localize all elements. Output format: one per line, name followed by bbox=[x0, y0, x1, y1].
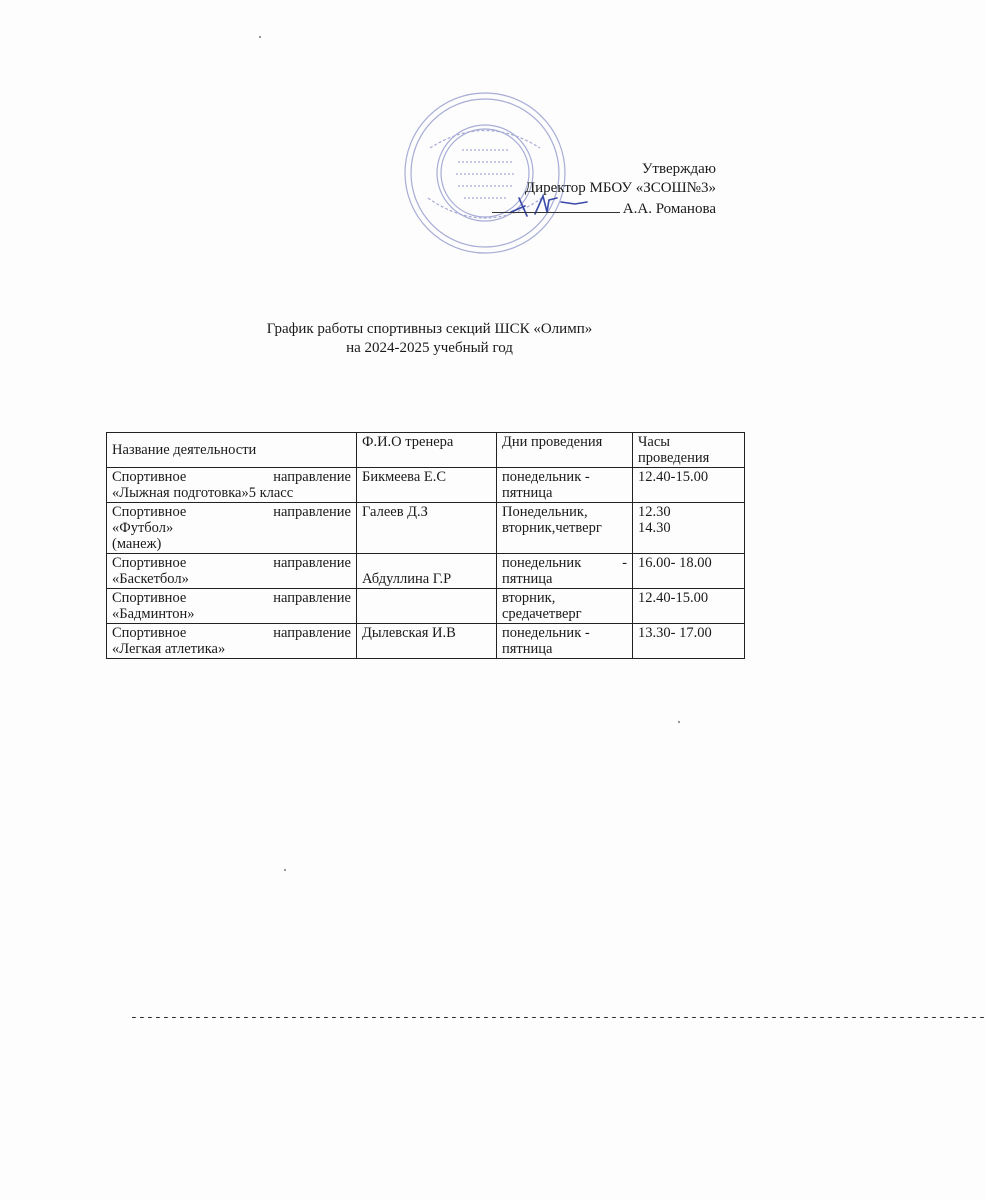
header-days bbox=[497, 433, 633, 468]
row-days-cell bbox=[497, 589, 633, 624]
row-name-line: Спортивное направление bbox=[112, 590, 351, 606]
row-coach-text: Дылевская И.В bbox=[362, 625, 456, 641]
title-line-2: на 2024-2025 учебный год bbox=[346, 340, 513, 356]
header-hours bbox=[633, 433, 745, 468]
row-days-line: понедельник - bbox=[502, 469, 590, 485]
row-days-cell bbox=[497, 554, 633, 589]
table-row bbox=[107, 624, 745, 659]
header-name-text: Название деятельности bbox=[112, 442, 257, 458]
row-coach-cell bbox=[357, 589, 497, 624]
row-coach-cell bbox=[357, 503, 497, 554]
row-days-cell bbox=[497, 624, 633, 659]
table-row bbox=[107, 503, 745, 554]
row-days-line: пятница bbox=[502, 571, 553, 587]
row-hours-line: 13.30- 17.00 bbox=[638, 625, 712, 641]
row-days-line: понедельник - bbox=[502, 555, 627, 571]
table-row bbox=[107, 554, 745, 589]
row-name-cell bbox=[107, 503, 357, 554]
row-name-line: «Легкая атлетика» bbox=[112, 641, 226, 657]
scan-speck bbox=[259, 36, 261, 38]
row-coach-text: Галеев Д.З bbox=[362, 504, 428, 520]
row-name-line: «Бадминтон» bbox=[112, 606, 195, 622]
scan-speck bbox=[284, 869, 286, 871]
row-hours-line: 12.40-15.00 bbox=[638, 469, 709, 485]
row-name-line: Спортивное направление bbox=[112, 625, 351, 641]
row-hours-cell bbox=[633, 503, 745, 554]
table-header-row bbox=[107, 433, 745, 468]
schedule-table bbox=[106, 432, 745, 659]
row-days-line: Понедельник, bbox=[502, 504, 588, 520]
row-name-line: (манеж) bbox=[112, 536, 162, 552]
header-coach-text: Ф.И.О тренера bbox=[362, 434, 454, 450]
table-row bbox=[107, 589, 745, 624]
row-days-line: пятница bbox=[502, 641, 553, 657]
row-name-cell bbox=[107, 589, 357, 624]
row-days-line: понедельник - bbox=[502, 625, 590, 641]
approval-position: Директор МБОУ «ЗСОШ№3» bbox=[524, 180, 716, 196]
approval-signature-line bbox=[492, 198, 716, 219]
row-days-line: пятница bbox=[502, 485, 553, 501]
row-coach-text: Абдуллина Г.Р bbox=[362, 571, 452, 587]
row-name-cell bbox=[107, 624, 357, 659]
header-hours-text: Часы проведения bbox=[638, 434, 710, 466]
row-days-cell bbox=[497, 468, 633, 503]
scan-speck bbox=[678, 721, 680, 723]
row-coach-cell bbox=[357, 624, 497, 659]
header-name bbox=[107, 433, 357, 468]
row-hours-line: 16.00- 18.00 bbox=[638, 555, 712, 571]
row-coach-cell bbox=[357, 554, 497, 589]
row-name-cell bbox=[107, 468, 357, 503]
title-line-1: График работы спортивныз секций ШСК «Олимп» bbox=[266, 321, 593, 337]
row-name-line: Спортивное направление bbox=[112, 555, 351, 571]
table-row bbox=[107, 468, 745, 503]
row-name-line: Спортивное направление bbox=[112, 469, 351, 485]
row-name-line: «Баскетбол» bbox=[112, 571, 189, 587]
row-days-line: вторник, bbox=[502, 590, 556, 606]
row-hours-cell bbox=[633, 589, 745, 624]
document-title bbox=[0, 320, 873, 358]
approval-heading: Утверждаю bbox=[641, 161, 716, 177]
header-days-text: Дни проведения bbox=[502, 434, 603, 450]
row-name-cell bbox=[107, 554, 357, 589]
row-coach-cell bbox=[357, 468, 497, 503]
row-name-line: «Лыжная подготовка»5 класс bbox=[112, 485, 294, 501]
row-name-line: Спортивное направление bbox=[112, 504, 351, 520]
footer-dashed-line: ----------------------------------------------------------------------------------------------------------- bbox=[130, 1010, 986, 1025]
header-coach bbox=[357, 433, 497, 468]
row-days-cell bbox=[497, 503, 633, 554]
row-name-line: «Футбол» bbox=[112, 520, 174, 536]
row-hours-line: 12.30 bbox=[638, 504, 671, 520]
row-days-line: вторник,четверг bbox=[502, 520, 602, 536]
row-days-line: средачетверг bbox=[502, 606, 582, 622]
row-coach-text: Бикмеева Е.С bbox=[362, 469, 447, 485]
approval-block bbox=[492, 160, 716, 219]
row-hours-cell bbox=[633, 624, 745, 659]
signature-underline bbox=[492, 198, 620, 213]
row-hours-cell bbox=[633, 554, 745, 589]
director-name: А.А. Романова bbox=[622, 201, 716, 217]
row-hours-line: 12.40-15.00 bbox=[638, 590, 709, 606]
row-hours-cell bbox=[633, 468, 745, 503]
row-hours-line: 14.30 bbox=[638, 520, 671, 536]
